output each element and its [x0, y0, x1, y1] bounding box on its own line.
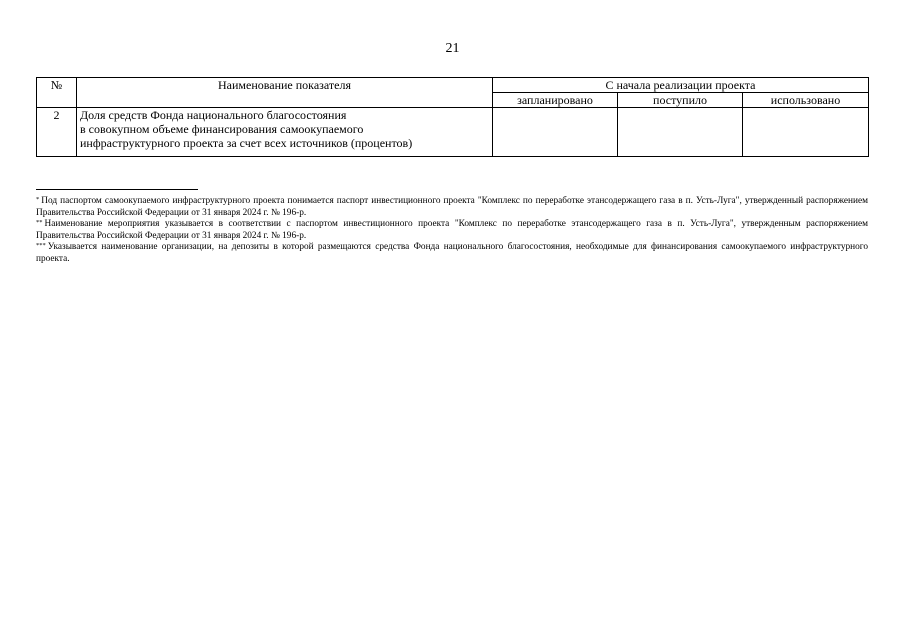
row-num: 2 — [37, 108, 77, 157]
footnote-text: Наименование мероприятия указывается в соответствии с паспортом инвестиционного проекта "Комплекс по переработке этансодержащего газа в п. Усть-Луга", утвержденным распоряжением Правительства Российской Федерации от 31 января 2024 г. № 196-р. — [36, 219, 868, 241]
row-name-line: в совокупном объеме финансирования самоокупаемого — [80, 122, 364, 136]
footnote-separator — [36, 189, 198, 190]
header-planned: запланировано — [493, 93, 618, 108]
header-num: № — [37, 78, 77, 108]
header-name: Наименование показателя — [77, 78, 493, 108]
footnote-mark: *** — [36, 242, 46, 249]
footnote-mark: ** — [36, 219, 43, 226]
footnote — [36, 219, 868, 242]
footnote — [36, 196, 868, 219]
row-planned — [493, 108, 618, 157]
header-group: С начала реализации проекта — [493, 78, 869, 93]
page-number: 21 — [445, 41, 460, 56]
footnote — [36, 242, 868, 265]
footnote-text: Указывается наименование организации, на депозиты в которой размещаются средства Фонда национального благосостояния, необходимые для финансирования самоокупаемого инфраструктурного проекта. — [36, 242, 868, 264]
row-name-line: инфраструктурного проекта за счет всех источников (процентов) — [80, 136, 413, 150]
header-used: использовано — [743, 93, 869, 108]
table-header-row — [37, 78, 869, 93]
row-name-line: Доля средств Фонда национального благосостояния — [80, 108, 347, 122]
footnote-mark: * — [36, 196, 40, 203]
indicators-table — [36, 77, 869, 157]
row-name — [77, 108, 493, 157]
row-used — [743, 108, 869, 157]
table-row — [37, 108, 869, 157]
row-received — [618, 108, 743, 157]
header-received: поступило — [618, 93, 743, 108]
footnote-text: Под паспортом самоокупаемого инфраструктурного проекта понимается паспорт инвестиционного проекта "Комплекс по переработке этансодержащего газа в п. Усть-Луга", утвержденный распоряжением Правительства Российской Федерации от 31 января 2024 г. № 196-р. — [36, 196, 868, 218]
footnotes — [36, 196, 868, 265]
